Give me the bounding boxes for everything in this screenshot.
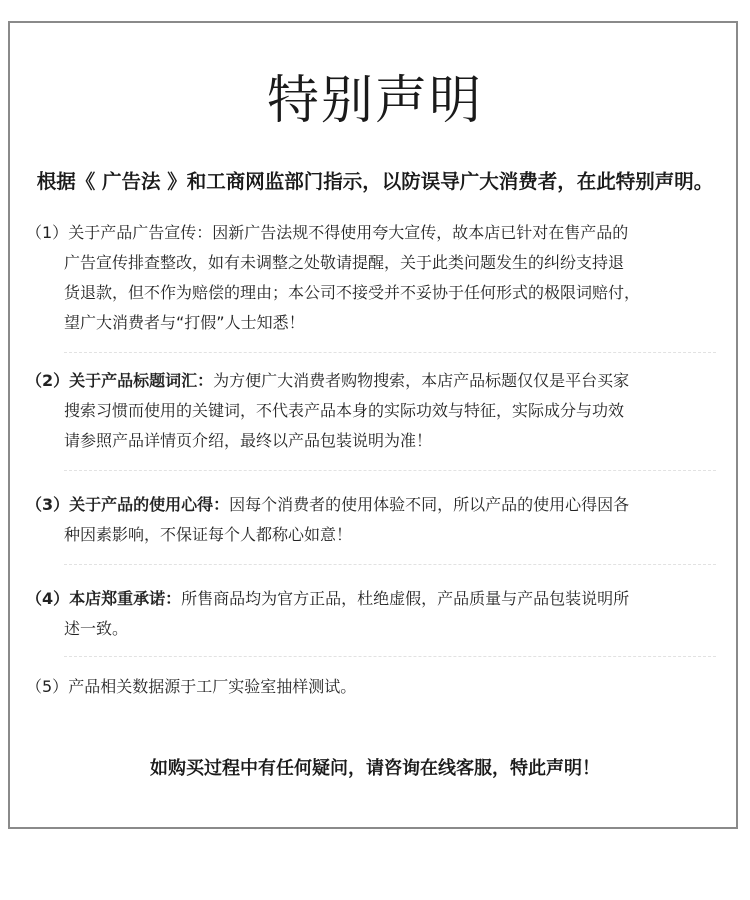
notice-item-1: [26, 218, 726, 338]
item-4-text-1: 所售商品均为官方正品，杜绝虚假，产品质量与产品包装说明所: [181, 589, 630, 608]
item-1-text-1: 关于产品广告宣传：因新广告法规不得使用夸大宣传，故本店已针对在售产品的: [68, 223, 629, 242]
item-2-line-3: 请参照产品详情页介绍，最终以产品包装说明为准！: [64, 431, 433, 450]
item-1-number: （1）: [26, 223, 69, 242]
section-divider: [64, 352, 716, 353]
item-5-text-1: 产品相关数据源于工厂实验室抽样测试。: [68, 677, 357, 696]
item-1-line-3: 货退款，但不作为赔偿的理由；本公司不接受并不妥协于任何形式的极限词赔付，: [64, 283, 641, 302]
item-4-heading: 本店郑重承诺：: [69, 589, 182, 608]
notice-item-2: [26, 366, 726, 456]
item-2-number: （2）: [26, 371, 70, 390]
item-3-heading: 关于产品的使用心得：: [69, 495, 230, 514]
item-2-line-2: 搜索习惯而使用的关键词，不代表产品本身的实际功效与特征，实际成分与功效: [64, 401, 625, 420]
item-2-text-1: 为方便广大消费者购物搜索，本店产品标题仅仅是平台买家: [213, 371, 630, 390]
item-3-line-2: 种因素影响，不保证每个人都称心如意！: [64, 525, 353, 544]
item-4-line-2: 述一致。: [64, 619, 129, 638]
section-divider: [64, 470, 716, 471]
notice-item-3: [26, 490, 726, 550]
page-title: 特别声明: [266, 71, 483, 131]
item-1-line-2: 广告宣传排查整改，如有未调整之处敬请提醒，关于此类问题发生的纠纷支持退: [64, 253, 625, 272]
item-5-number: （5）: [26, 677, 69, 696]
item-1-line-4: 望广大消费者与“打假”人士知悉！: [64, 313, 305, 332]
item-3-line-1: [26, 490, 726, 520]
notice-item-4: [26, 584, 726, 644]
item-2-line-1: [26, 366, 726, 396]
notice-item-5: [26, 672, 726, 702]
intro-text: 根据《 广告法 》和工商网监部门指示，以防误导广大消费者，在此特别声明。: [36, 170, 714, 193]
item-4-line-1: [26, 584, 726, 614]
item-4-number: （4）: [26, 589, 70, 608]
item-3-number: （3）: [26, 495, 70, 514]
item-2-heading: 关于产品标题词汇：: [69, 371, 214, 390]
item-1-line-1: [26, 218, 726, 248]
item-5-line-1: [26, 672, 726, 702]
footer-statement: 如购买过程中有任何疑问，请咨询在线客服，特此声明！: [150, 758, 600, 779]
item-3-text-1: 因每个消费者的使用体验不同，所以产品的使用心得因各: [229, 495, 630, 514]
section-divider: [64, 564, 716, 565]
section-divider: [64, 656, 716, 657]
